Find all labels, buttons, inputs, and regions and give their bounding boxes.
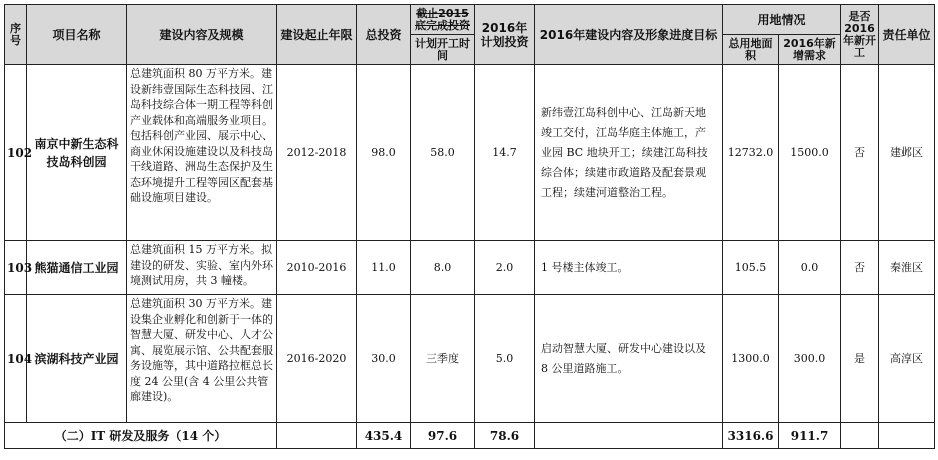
header-total-invest: 总投资 <box>357 5 411 65</box>
row-target: 启动智慧大厦、研发中心建设以及 8 公里道路施工。 <box>535 295 723 423</box>
row-scope: 总建筑面积 80 万平方米。建设新纬壹国际生态科技园、江岛科技综合体一期工程等科创产业载体和高端服务业项目。包括科创产业园、展示中心、商业休闲设施建设以及科技岛干线道路、洲岛生态保护及生态环境提升工程等园区配套基础设施项目建设。 <box>127 65 277 241</box>
project-table-container <box>4 4 935 449</box>
row-scope: 总建筑面积 15 万平方米。拟建设的研发、实验、室内外环境测试用房，共 3 幢楼。 <box>127 241 277 295</box>
row-land-new: 0.0 <box>779 241 841 295</box>
row-total: 11.0 <box>357 241 411 295</box>
row-by2015: 8.0 <box>411 241 475 295</box>
row-land-total: 12732.0 <box>723 65 779 241</box>
row-period: 2012-2018 <box>277 65 357 241</box>
project-table <box>4 4 935 449</box>
summary-land-new: 911.7 <box>779 423 841 449</box>
header-land-total: 总用地面积 <box>723 35 779 65</box>
row-unit: 建邺区 <box>879 65 935 241</box>
header-name: 项目名称 <box>27 5 127 65</box>
row-period: 2010-2016 <box>277 241 357 295</box>
row-total: 30.0 <box>357 295 411 423</box>
row-by2015: 三季度 <box>411 295 475 423</box>
header-unit: 责任单位 <box>879 5 935 65</box>
row-name: 滨湖科技产业园 <box>27 295 127 423</box>
row-unit: 高淳区 <box>879 295 935 423</box>
row-period: 2016-2020 <box>277 295 357 423</box>
row-name: 熊猫通信工业园 <box>27 241 127 295</box>
row-scope: 总建筑面积 30 万平方米。建设集企业孵化和创新于一体的智慧大厦、研发中心、人才公寓、展览展示馆、公共配套服务设施等，其中道路拉框总长度 24 公里(含 4 公里公共管廊建设)。 <box>127 295 277 423</box>
row-no: 102 <box>5 65 27 241</box>
row-new-start: 是 <box>841 295 879 423</box>
row-new-start: 否 <box>841 65 879 241</box>
table-row <box>5 295 935 423</box>
row-unit: 秦淮区 <box>879 241 935 295</box>
summary-unit-empty <box>879 423 935 449</box>
summary-row <box>5 423 935 449</box>
summary-target-empty <box>535 423 723 449</box>
row-invest2016: 14.7 <box>475 65 535 241</box>
row-land-total: 105.5 <box>723 241 779 295</box>
table-row <box>5 65 935 241</box>
header-no: 序号 <box>5 5 27 65</box>
summary-new-start-empty <box>841 423 879 449</box>
row-invest2016: 5.0 <box>475 295 535 423</box>
header-by2015-top: 截止2015底完成投资 <box>411 5 475 35</box>
row-invest2016: 2.0 <box>475 241 535 295</box>
summary-period-empty <box>277 423 357 449</box>
row-new-start: 否 <box>841 241 879 295</box>
summary-by2015: 97.6 <box>411 423 475 449</box>
row-target: 1 号楼主体竣工。 <box>535 241 723 295</box>
row-total: 98.0 <box>357 65 411 241</box>
row-land-total: 1300.0 <box>723 295 779 423</box>
header-invest2016: 2016年计划投资 <box>475 5 535 65</box>
header-land: 用地情况 <box>723 5 841 35</box>
header-by2015-bottom: 计划开工时间 <box>411 35 475 65</box>
table-header <box>5 5 935 65</box>
row-land-new: 300.0 <box>779 295 841 423</box>
header-new-start: 是否2016年新开工 <box>841 5 879 65</box>
header-land-new: 2016年新增需求 <box>779 35 841 65</box>
row-target: 新纬壹江岛科创中心、江岛新天地竣工交付，江岛华庭主体施工，产业园 BC 地块开工；续建江岛科技综合体；续建市政道路及配套景观工程；续建河道整治工程。 <box>535 65 723 241</box>
row-no: 104 <box>5 295 27 423</box>
row-by2015: 58.0 <box>411 65 475 241</box>
table-row <box>5 241 935 295</box>
summary-invest2016: 78.6 <box>475 423 535 449</box>
row-land-new: 1500.0 <box>779 65 841 241</box>
header-target2016: 2016年建设内容及形象进度目标 <box>535 5 723 65</box>
summary-land-total: 3316.6 <box>723 423 779 449</box>
summary-label: （二）IT 研发及服务（14 个） <box>5 423 277 449</box>
summary-total: 435.4 <box>357 423 411 449</box>
header-scope: 建设内容及规模 <box>127 5 277 65</box>
row-no: 103 <box>5 241 27 295</box>
row-name: 南京中新生态科技岛科创园 <box>27 65 127 241</box>
header-period: 建设起止年限 <box>277 5 357 65</box>
